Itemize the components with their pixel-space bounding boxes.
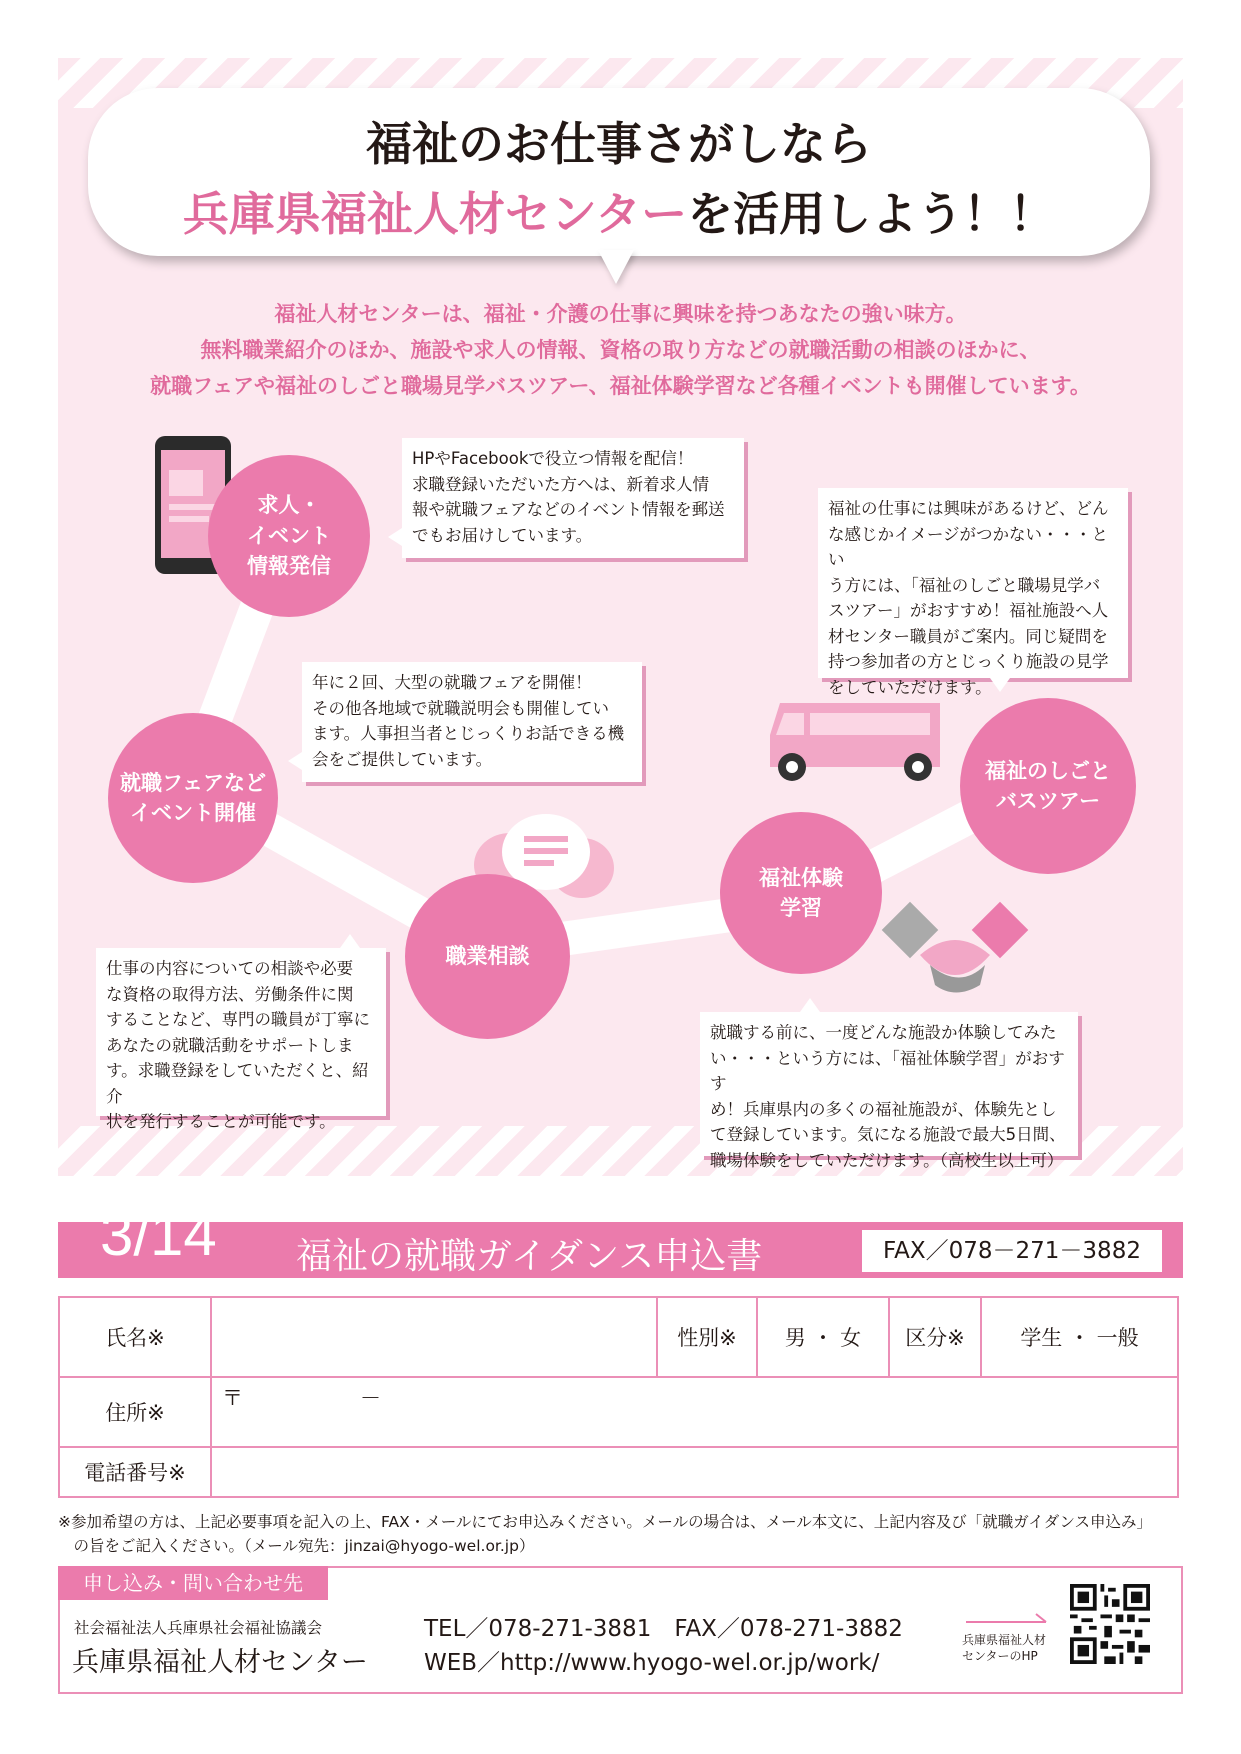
bus-icon <box>770 695 950 785</box>
contact-org-name: 兵庫県福祉人材センター <box>72 1647 368 1678</box>
service-consultation-circle: 職業相談 <box>405 874 570 1039</box>
qr-caption: 兵庫県福祉人材 センターのHP <box>962 1633 1047 1664</box>
handshake-icon <box>880 895 1030 1005</box>
name-input-cell[interactable] <box>211 1297 657 1377</box>
gender-options[interactable]: 男 ・ 女 <box>757 1297 889 1377</box>
headline-call-to-action: を活用しよう！！ <box>687 187 1056 241</box>
qr-code-icon[interactable] <box>1070 1584 1150 1664</box>
address-label: 住所※ <box>59 1377 211 1447</box>
gender-label: 性別※ <box>657 1297 757 1377</box>
service-experience-description: 就職する前に、一度どんな施設か体験してみた い・・・という方には、「福祉体験学習」がおすす め！兵庫県内の多くの福祉施設が、体験先とし て登録しています。気になる施設で最大5日間、 職場体験をしていただけます。（高校生以上可） <box>700 1012 1078 1156</box>
callout-tail <box>340 934 360 948</box>
category-options[interactable]: 学生 ・ 一般 <box>981 1297 1178 1377</box>
callout-tail <box>990 678 1010 692</box>
category-label: 区分※ <box>889 1297 981 1377</box>
service-bustour-circle: 福祉のしごと バスツアー <box>960 698 1136 874</box>
callout-tail <box>800 998 820 1012</box>
application-fax-number: FAX／078－271－3882 <box>862 1230 1162 1272</box>
service-fair-description: 年に２回、大型の就職フェアを開催！ その他各地域で就職説明会も開催してい ます。人事担当者とじっくりお話できる機 会をご提供しています。 <box>302 662 642 782</box>
address-input-cell[interactable] <box>211 1377 1178 1447</box>
phone-input-cell[interactable] <box>211 1447 1178 1497</box>
postal-dash: － <box>360 1386 381 1410</box>
name-label: 氏名※ <box>59 1297 211 1377</box>
contact-org-parent: 社会福祉法人兵庫県社会福祉協議会 <box>74 1619 323 1637</box>
form-note-line-2: の旨をご記入ください。（メール宛先：jinzai@hyogo-wel.or.jp） <box>58 1537 535 1555</box>
intro-line-1: 福祉人材センターは、福祉・介護の仕事に興味を持つあなたの強い味方。 <box>274 302 967 326</box>
callout-tail <box>388 528 402 546</box>
headline-center-name: 兵庫県福祉人材センター <box>182 187 688 241</box>
intro-line-3: 就職フェアや福祉のしごと職場見学バスツアー、福祉体験学習など各種イベントも開催しています。 <box>150 374 1091 398</box>
contact-phone-fax: TEL／078-271-3881 FAX／078-271-3882 <box>424 1616 903 1642</box>
phone-label: 電話番号※ <box>59 1447 211 1497</box>
postal-mark: 〒 <box>222 1386 243 1410</box>
contact-website[interactable]: WEB／http://www.hyogo-wel.or.jp/work/ <box>424 1650 880 1676</box>
service-info-circle: 求人・ イベント 情報発信 <box>208 455 370 617</box>
application-title: 福祉の就職ガイダンス申込書 <box>296 1236 763 1277</box>
contact-heading: 申し込み・問い合わせ先 <box>58 1566 328 1600</box>
service-info-description: HPやFacebookで役立つ情報を配信！ 求職登録いただいた方へは、新着求人情 報や就職フェアなどのイベント情報を郵送 でもお届けしています。 <box>402 438 744 558</box>
form-note-line-1: ※参加希望の方は、上記必要事項を記入の上、FAX・メールにてお申込みください。メールの場合は、メール本文に、上記内容及び「就職ガイダンス申込み」 <box>58 1513 1153 1531</box>
service-experience-circle: 福祉体験 学習 <box>720 812 882 974</box>
application-date: 3/14 <box>100 1201 217 1268</box>
intro-line-2: 無料職業紹介のほか、施設や求人の情報、資格の取り方などの就職活動の相談のほかに、 <box>200 338 1041 362</box>
arrow-right-icon <box>966 1612 1052 1626</box>
service-bustour-description: 福祉の仕事には興味があるけど、どん な感じかイメージがつかない・・・とい う方には、「福祉のしごと職場見学バ スツアー」がおすすめ！福祉施設へ人 材センター職員がご案内。同じ疑問を 持つ参加者の方とじっくり施設の見学 をしていただけます。 <box>818 488 1128 678</box>
callout-tail <box>288 752 302 770</box>
service-consultation-description: 仕事の内容についての相談や必要 な資格の取得方法、労働条件に関 することなど、専門の職員が丁寧に あなたの就職活動をサポートしま す。求職登録をしていただくと、紹介 状を発行することが可能です。 <box>96 948 386 1116</box>
headline-line1: 福祉のお仕事さがしなら <box>366 117 872 171</box>
service-fair-circle: 就職フェアなど イベント開催 <box>108 713 278 883</box>
application-form <box>58 1296 1179 1498</box>
